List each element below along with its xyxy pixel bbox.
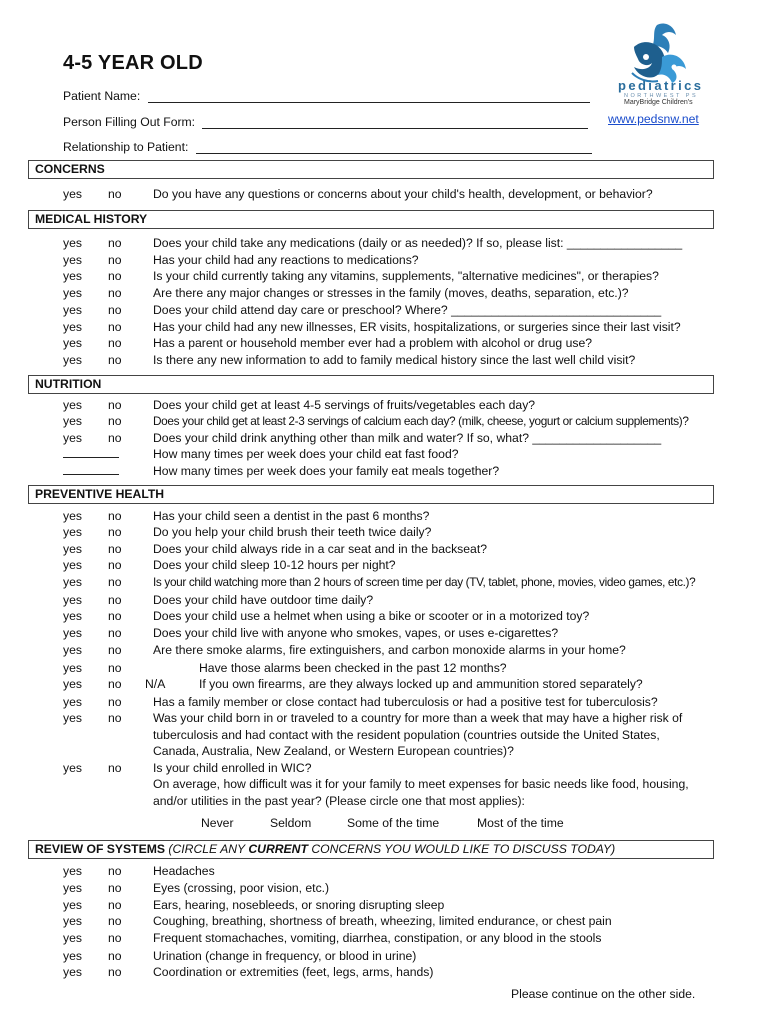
section-title: NUTRITION <box>35 377 102 391</box>
no-option[interactable]: no <box>108 253 122 267</box>
yes-option[interactable]: yes <box>63 643 82 657</box>
review-row <box>0 914 770 930</box>
question-row <box>0 236 770 252</box>
yes-option[interactable]: yes <box>63 575 82 589</box>
question-text: How many times per week does your child eat fast food? <box>153 447 459 461</box>
review-item[interactable]: Eyes (crossing, poor vision, etc.) <box>153 881 330 895</box>
question-text: Is your child currently taking any vitamins, supplements, "alternative medicines", or therapies? <box>153 269 659 283</box>
question-text: Do you help your child brush their teeth twice daily? <box>153 525 432 539</box>
section-title <box>35 842 615 856</box>
question-text: Have those alarms been checked in the past 12 months? <box>199 661 507 675</box>
yes-option[interactable]: yes <box>63 711 82 725</box>
no-option[interactable]: no <box>108 914 122 928</box>
no-option[interactable]: no <box>108 431 122 445</box>
question-text: Does your child drink anything other than milk and water? If so, what? ___________________ <box>153 431 662 445</box>
section-nutrition <box>28 375 714 394</box>
review-item[interactable]: Urination (change in frequency, or blood in urine) <box>153 949 417 963</box>
yes-option[interactable]: yes <box>63 525 82 539</box>
no-option[interactable]: no <box>108 303 122 317</box>
no-option[interactable]: no <box>108 881 122 895</box>
no-option[interactable]: no <box>108 761 122 775</box>
answer-blank[interactable] <box>63 474 119 475</box>
question-row <box>0 575 770 591</box>
yes-option[interactable]: yes <box>63 253 82 267</box>
no-option[interactable]: no <box>108 236 122 250</box>
choice-never[interactable]: Never <box>201 816 234 830</box>
yes-option[interactable]: yes <box>63 303 82 317</box>
no-option[interactable]: no <box>108 525 122 539</box>
question-text: Is your child watching more than 2 hours of screen time per day (TV, tablet, phone, movies, video games, etc.)? <box>153 575 696 589</box>
choice-some-of-the-time[interactable]: Some of the time <box>347 816 440 830</box>
no-option[interactable]: no <box>108 593 122 607</box>
question-text: Are there smoke alarms, fire extinguishers, and carbon monoxide alarms in your home? <box>153 643 626 657</box>
review-item[interactable]: Headaches <box>153 864 215 878</box>
section-medical-history <box>28 210 714 229</box>
question-row <box>0 269 770 285</box>
no-option[interactable]: no <box>108 542 122 556</box>
section-review-of-systems <box>28 840 714 859</box>
filler-field[interactable] <box>63 115 588 129</box>
no-option[interactable]: no <box>108 931 122 945</box>
question-row <box>0 593 770 609</box>
question-row <box>0 761 770 777</box>
expense-question: On average, how difficult was it for your family to meet expenses for basic needs like food, housing, <box>153 777 689 791</box>
yes-option[interactable]: yes <box>63 509 82 523</box>
no-option[interactable]: no <box>108 320 122 334</box>
title-pre: (CIRCLE ANY <box>165 842 249 856</box>
choice-seldom[interactable]: Seldom <box>270 816 312 830</box>
title-current: CURRENT <box>248 842 308 856</box>
na-option[interactable]: N/A <box>145 677 166 691</box>
yes-option[interactable]: yes <box>63 609 82 623</box>
yes-option[interactable]: yes <box>63 398 82 412</box>
question-row <box>0 336 770 352</box>
yes-option[interactable]: yes <box>63 965 82 979</box>
no-option[interactable]: no <box>108 898 122 912</box>
question-text: Does your child sleep 10-12 hours per night? <box>153 558 396 572</box>
choice-most-of-the-time[interactable]: Most of the time <box>477 816 564 830</box>
question-text: Are there any major changes or stresses in the family (moves, deaths, separation, etc.)? <box>153 286 629 300</box>
no-option[interactable]: no <box>108 286 122 300</box>
question-text: Does your child use a helmet when using a bike or scooter or in a motorized toy? <box>153 609 590 623</box>
question-text: How many times per week does your family eat meals together? <box>153 464 500 478</box>
no-option[interactable]: no <box>108 353 122 367</box>
relationship-field[interactable] <box>63 140 592 154</box>
question-row <box>0 253 770 269</box>
logo-partner: MaryBridge Children's <box>624 99 693 106</box>
no-option[interactable]: no <box>108 626 122 640</box>
filler-line[interactable] <box>202 116 588 129</box>
answer-blank[interactable] <box>63 457 119 458</box>
no-option[interactable]: no <box>108 398 122 412</box>
yes-option[interactable]: yes <box>63 864 82 878</box>
yes-option[interactable]: yes <box>63 626 82 640</box>
review-row <box>0 965 770 981</box>
question-text: Has a family member or close contact had tuberculosis or had a positive test for tuberculosis? <box>153 695 658 709</box>
logo-subtitle: NORTHWEST PS <box>624 93 699 99</box>
review-row <box>0 898 770 914</box>
yes-option[interactable]: yes <box>63 593 82 607</box>
patient-name-line[interactable] <box>148 90 590 103</box>
question-row <box>0 626 770 642</box>
no-option[interactable]: no <box>108 677 122 691</box>
review-row <box>0 881 770 897</box>
no-option[interactable]: no <box>108 269 122 283</box>
section-title: MEDICAL HISTORY <box>35 212 148 226</box>
yes-option[interactable]: yes <box>63 236 82 250</box>
yes-option[interactable]: yes <box>63 881 82 895</box>
review-item[interactable]: Coughing, breathing, shortness of breath, wheezing, limited endurance, or chest pain <box>153 914 612 928</box>
question-row <box>0 558 770 574</box>
question-text: Does your child have outdoor time daily? <box>153 593 374 607</box>
yes-option[interactable]: yes <box>63 949 82 963</box>
question-text: Was your child born in or traveled to a country for more than a week that may have a higher risk of <box>153 711 683 725</box>
question-row <box>0 525 770 541</box>
question-continuation: tuberculosis and had contact with the resident population (countries outside the United States, <box>153 728 660 742</box>
question-text: Do you have any questions or concerns about your child's health, development, or behavior? <box>153 187 653 201</box>
question-text: Is your child enrolled in WIC? <box>153 761 312 775</box>
no-option[interactable]: no <box>108 558 122 572</box>
question-row <box>0 695 770 711</box>
no-option[interactable]: no <box>108 711 122 725</box>
relationship-label: Relationship to Patient: <box>63 140 189 154</box>
section-preventive-health <box>28 485 714 504</box>
yes-option[interactable]: yes <box>63 336 82 350</box>
question-row <box>0 286 770 302</box>
question-text: Does your child get at least 2-3 servings of calcium each day? (milk, cheese, yogurt or calcium supplements)? <box>153 414 689 428</box>
question-text: Is there any new information to add to family medical history since the last well child visit? <box>153 353 636 367</box>
question-row <box>0 187 770 203</box>
review-row <box>0 949 770 965</box>
no-option[interactable]: no <box>108 609 122 623</box>
review-row <box>0 931 770 947</box>
continue-note: Please continue on the other side. <box>511 987 696 1001</box>
no-option[interactable]: no <box>108 661 122 675</box>
yes-option[interactable]: yes <box>63 542 82 556</box>
section-title: PREVENTIVE HEALTH <box>35 487 165 501</box>
no-option[interactable]: no <box>108 575 122 589</box>
expense-question: and/or utilities in the past year? (Please circle one that most applies): <box>153 794 525 808</box>
logo-wordmark: pediatrics <box>618 78 704 93</box>
yes-option[interactable]: yes <box>63 661 82 675</box>
yes-option[interactable]: yes <box>63 286 82 300</box>
question-text: Has your child had any reactions to medications? <box>153 253 419 267</box>
question-text: Does your child attend day care or preschool? Where? _______________________________ <box>153 303 662 317</box>
question-text: Does your child get at least 4-5 servings of fruits/vegetables each day? <box>153 398 536 412</box>
yes-option[interactable]: yes <box>63 414 82 428</box>
question-row <box>0 609 770 625</box>
yes-option[interactable]: yes <box>63 431 82 445</box>
patient-name-field[interactable] <box>63 89 590 103</box>
yes-option[interactable]: yes <box>63 914 82 928</box>
no-option[interactable]: no <box>108 509 122 523</box>
no-option[interactable]: no <box>108 414 122 428</box>
yes-option[interactable]: yes <box>63 187 82 201</box>
no-option[interactable]: no <box>108 949 122 963</box>
title-main: REVIEW OF SYSTEMS <box>35 842 166 856</box>
question-row <box>0 677 770 693</box>
section-title: CONCERNS <box>35 162 105 176</box>
no-option[interactable]: no <box>108 864 122 878</box>
question-row <box>0 447 770 463</box>
question-row <box>0 353 770 369</box>
question-row <box>0 414 770 430</box>
question-text: If you own firearms, are they always locked up and ammunition stored separately? <box>199 677 643 691</box>
no-option[interactable]: no <box>108 336 122 350</box>
yes-option[interactable]: yes <box>63 558 82 572</box>
question-text: Has your child seen a dentist in the past 6 months? <box>153 509 430 523</box>
question-text: Does your child always ride in a car seat and in the backseat? <box>153 542 487 556</box>
yes-option[interactable]: yes <box>63 269 82 283</box>
website-link[interactable]: www.pedsnw.net <box>608 112 699 126</box>
question-row <box>0 509 770 525</box>
yes-option[interactable]: yes <box>63 677 82 691</box>
title-post: CONCERNS YOU WOULD LIKE TO DISCUSS TODAY) <box>307 842 616 856</box>
question-text: Has a parent or household member ever had a problem with alcohol or drug use? <box>153 336 592 350</box>
question-row <box>0 464 770 480</box>
no-option[interactable]: no <box>108 965 122 979</box>
review-item[interactable]: Coordination or extremities (feet, legs, arms, hands) <box>153 965 434 979</box>
review-item[interactable]: Frequent stomachaches, vomiting, diarrhea, constipation, or any blood in the stools <box>153 931 602 945</box>
question-continuation: Canada, Australia, New Zealand, or Western European countries)? <box>153 744 514 758</box>
yes-option[interactable]: yes <box>63 761 82 775</box>
question-row <box>0 431 770 447</box>
question-text: Does your child take any medications (daily or as needed)? If so, please list: _________________ <box>153 236 683 250</box>
page-title: 4-5 YEAR OLD <box>63 52 203 74</box>
patient-name-label: Patient Name: <box>63 89 141 103</box>
yes-option[interactable]: yes <box>63 320 82 334</box>
question-text: Does your child live with anyone who smokes, vapes, or uses e-cigarettes? <box>153 626 559 640</box>
no-option[interactable]: no <box>108 187 122 201</box>
question-row <box>0 643 770 659</box>
yes-option[interactable]: yes <box>63 353 82 367</box>
question-row <box>0 661 770 677</box>
question-row <box>0 320 770 336</box>
filler-label: Person Filling Out Form: <box>63 115 196 129</box>
question-text: Has your child had any new illnesses, ER visits, hospitalizations, or surgeries since their last visit? <box>153 320 681 334</box>
question-row <box>0 711 770 727</box>
yes-option[interactable]: yes <box>63 695 82 709</box>
review-item[interactable]: Ears, hearing, nosebleeds, or snoring disrupting sleep <box>153 898 445 912</box>
question-row <box>0 542 770 558</box>
section-concerns <box>28 160 714 179</box>
question-row <box>0 398 770 414</box>
yes-option[interactable]: yes <box>63 931 82 945</box>
question-row <box>0 303 770 319</box>
no-option[interactable]: no <box>108 643 122 657</box>
yes-option[interactable]: yes <box>63 898 82 912</box>
no-option[interactable]: no <box>108 695 122 709</box>
relationship-line[interactable] <box>196 141 592 154</box>
review-row <box>0 864 770 880</box>
